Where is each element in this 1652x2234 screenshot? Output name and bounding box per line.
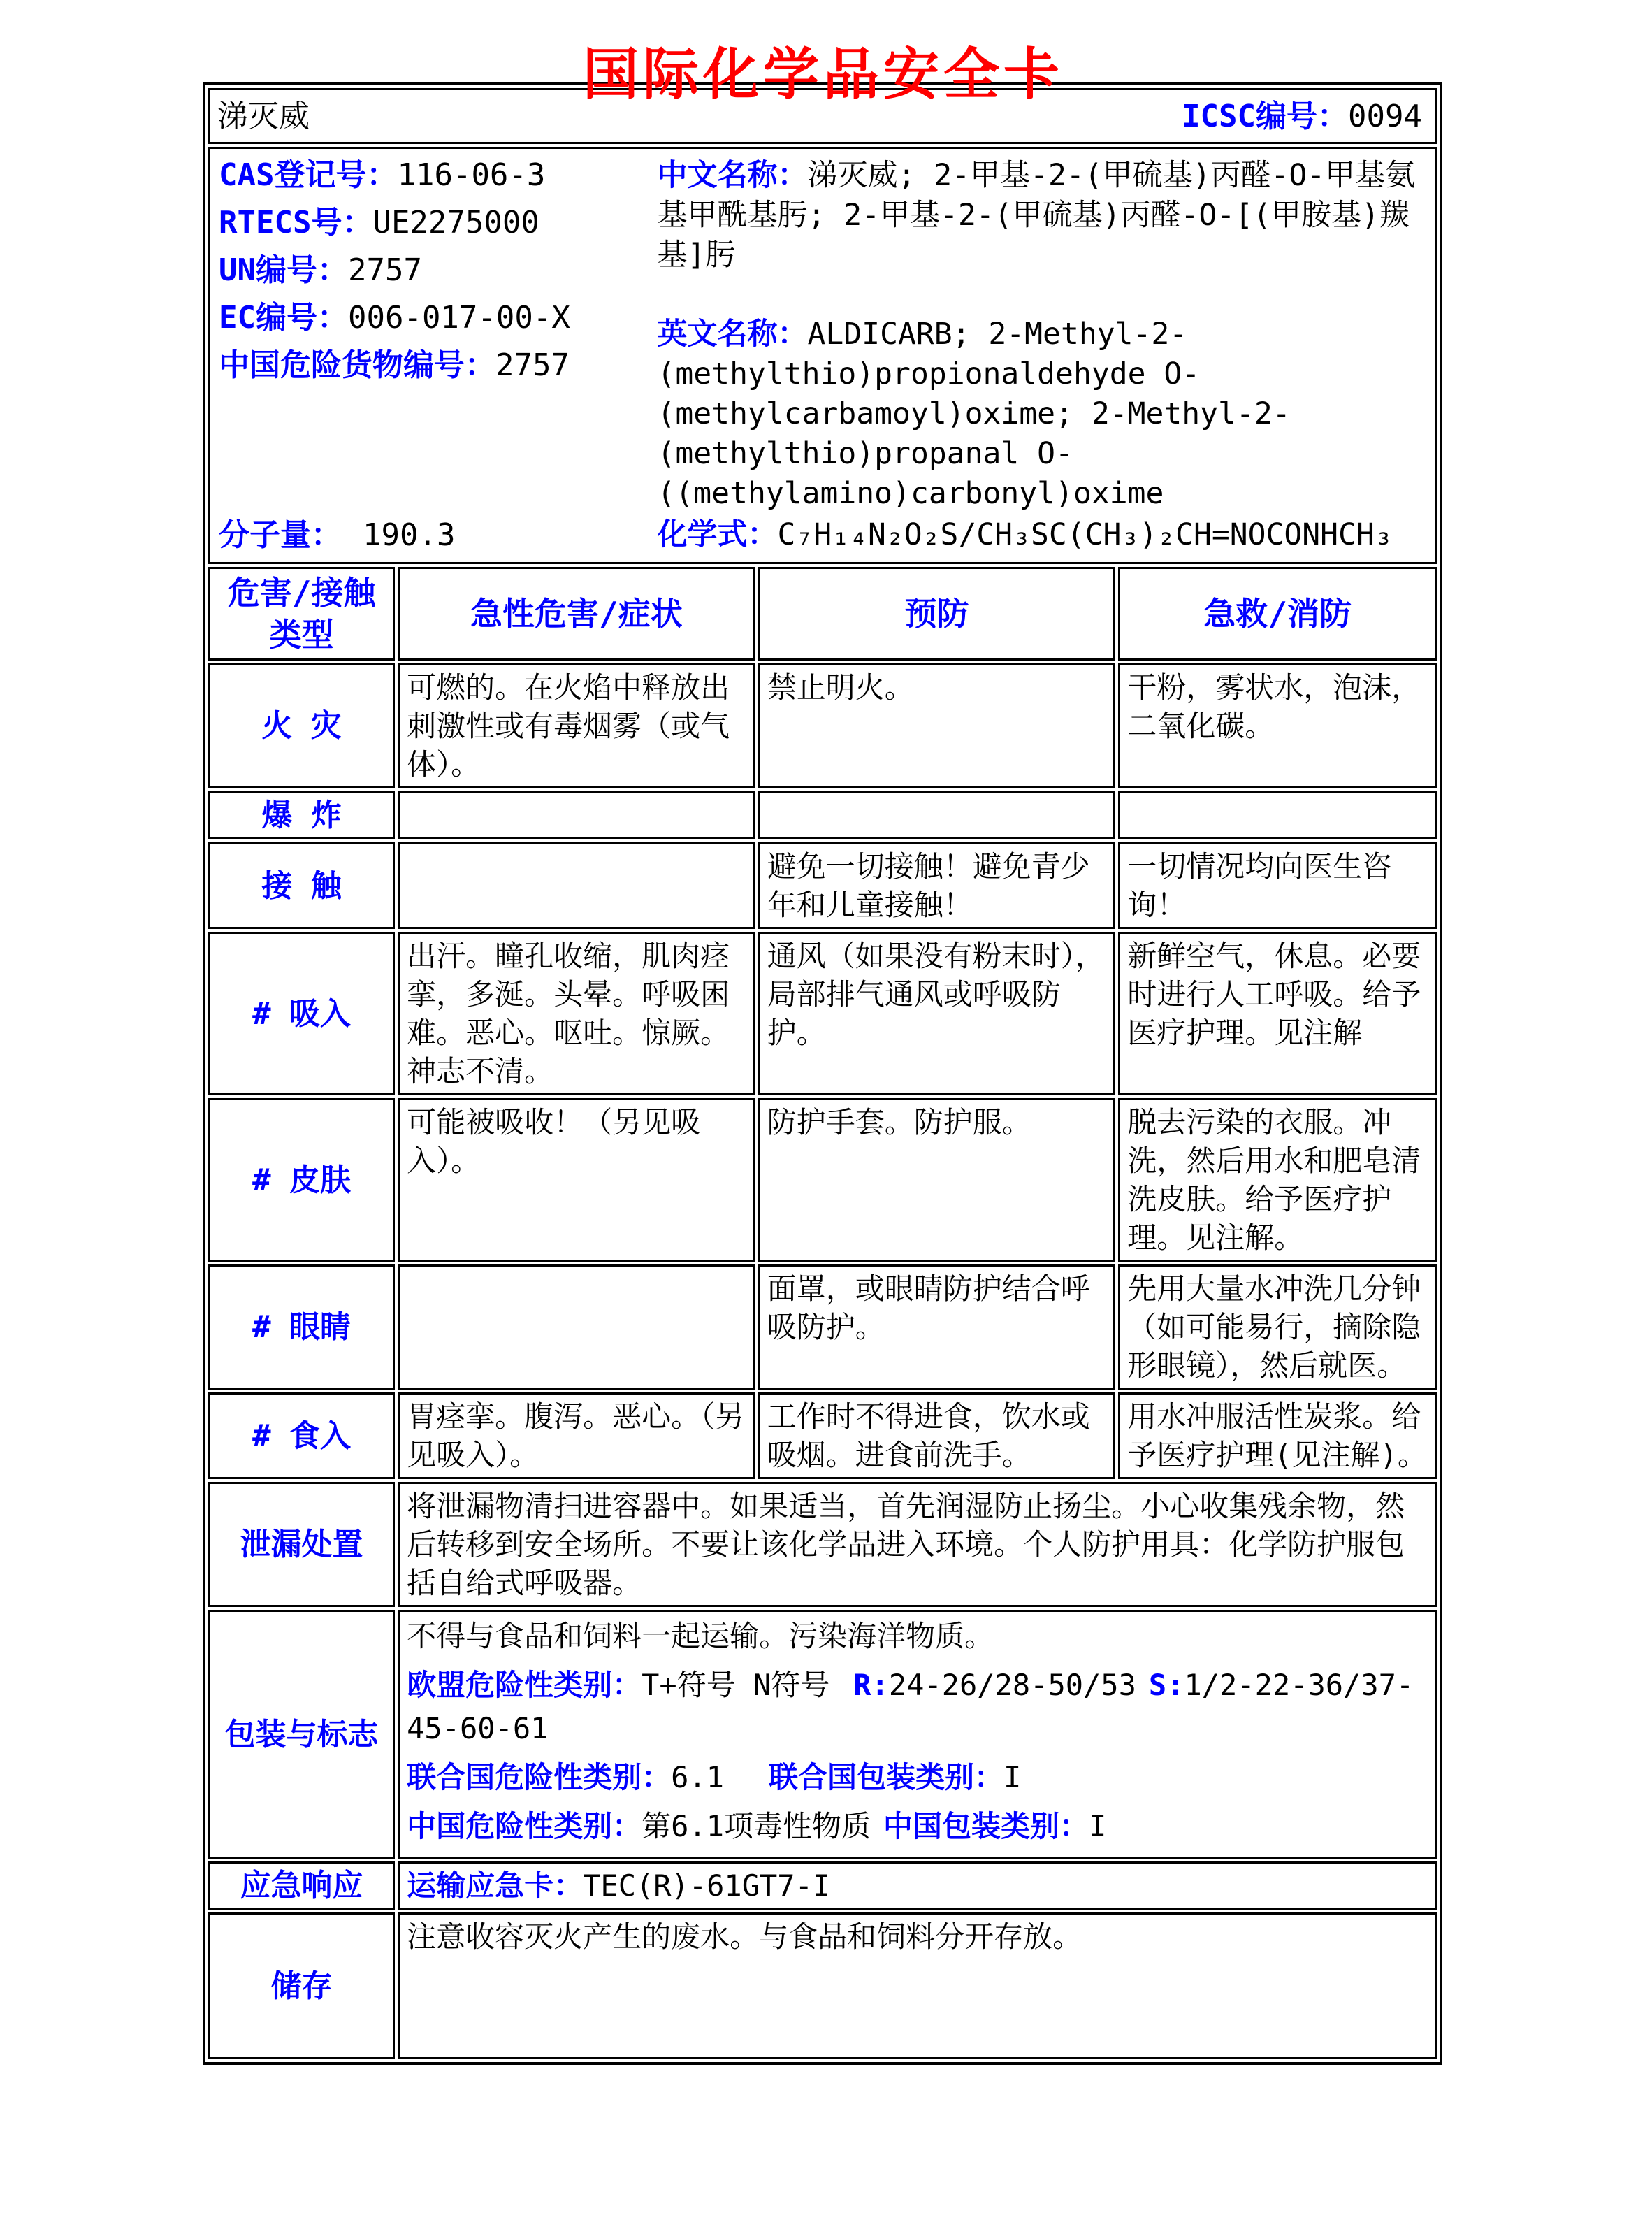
symptoms-header: 急性危害/症状 <box>398 567 755 661</box>
spill-row <box>208 1482 1437 1607</box>
packaging-cn-line <box>407 1805 1428 1848</box>
cn-class-value: 第6.1项毒性物质 <box>642 1809 871 1843</box>
hazard-type-header <box>208 567 395 661</box>
eyes-aid: 先用大量水冲洗几分钟（如可能易行，摘除隐形眼镜），然后就医。 <box>1118 1264 1437 1390</box>
molecular-weight-value: 190.3 <box>363 517 456 553</box>
spill-content: 将泄漏物清扫进容器中。如果适当，首先润湿防止扬尘。小心收集残余物，然后转移到安全场所。不要让该化学品进入环境。个人防护用具：化学防护服包括自给式呼吸器。 <box>398 1482 1437 1607</box>
emergency-row <box>208 1861 1437 1910</box>
hazard-type-header-line1: 危害/接触 <box>227 574 376 612</box>
chinese-name-label: 中文名称： <box>657 158 808 193</box>
emergency-label: 应急响应 <box>208 1861 395 1910</box>
ingestion-aid: 用水冲服活性炭浆。给予医疗护理(见注解)。 <box>1118 1392 1437 1479</box>
hazard-header-row <box>208 567 1437 661</box>
storage-row <box>208 1912 1437 2059</box>
un-number-line <box>219 251 653 290</box>
identifiers-block <box>217 152 653 559</box>
eyes-label: # 眼睛 <box>208 1264 395 1390</box>
eu-class-value: T+符号 N符号 <box>642 1668 830 1702</box>
page-title: 国际化学品安全卡 <box>583 41 1064 107</box>
contact-symptoms <box>398 842 755 929</box>
cn-pack-label: 中国包装类别： <box>883 1809 1089 1843</box>
skin-label: # 皮肤 <box>208 1098 395 1262</box>
contact-label: 接 触 <box>208 842 395 929</box>
names-block <box>653 152 1428 559</box>
fire-symptoms: 可燃的。在火焰中释放出刺激性或有毒烟雾（或气体）。 <box>398 663 755 788</box>
r-phrases-value: 24-26/28-50/53 <box>888 1668 1136 1702</box>
china-dg-number-line <box>219 346 653 385</box>
icsc-number-label: ICSC编号： <box>1182 98 1349 134</box>
molecular-weight-label: 分子量： <box>219 517 342 553</box>
fire-row <box>208 663 1437 788</box>
explosion-row <box>208 791 1437 839</box>
formula-label: 化学式： <box>657 517 778 552</box>
hazard-type-header-line2: 类型 <box>269 616 334 654</box>
packaging-label: 包装与标志 <box>208 1610 395 1859</box>
transport-card-value: TEC(R)-61GT7-I <box>583 1868 831 1903</box>
ingestion-label: # 食入 <box>208 1392 395 1479</box>
un-number-value: 2757 <box>347 252 422 288</box>
skin-prevention: 防护手套。防护服。 <box>758 1098 1116 1262</box>
spill-label: 泄漏处置 <box>208 1482 395 1607</box>
packaging-eu-line <box>407 1664 1428 1750</box>
formula-value: C₇H₁₄N₂O₂S/CH₃SC(CH₃)₂CH=NOCONHCH₃ <box>777 517 1393 552</box>
explosion-symptoms <box>398 791 755 839</box>
icsc-card-table <box>203 82 1442 2065</box>
explosion-aid <box>1118 791 1437 839</box>
ingestion-symptoms: 胃痉挛。腹泻。恶心。（另见吸入）。 <box>398 1392 755 1479</box>
china-dg-number-value: 2757 <box>495 347 570 383</box>
identifiers-row <box>208 147 1437 564</box>
packaging-transport-note: 不得与食品和饲料一起运输。污染海洋物质。 <box>407 1619 994 1653</box>
cas-number-label: CAS登记号： <box>219 157 398 193</box>
rtecs-number-label: RTECS号： <box>219 205 373 240</box>
chinese-name-value: 涕灭威; 2-甲基-2-(甲硫基)丙醛-O-甲基氨基甲酰基肟; 2-甲基-2-(甲硫基)丙醛-O-[(甲胺基)羰基]肟 <box>657 158 1416 273</box>
english-name-line <box>658 315 1428 514</box>
skin-symptoms: 可能被吸收！（另见吸入）。 <box>398 1098 755 1262</box>
eyes-row <box>208 1264 1437 1390</box>
fire-label: 火 灾 <box>208 663 395 788</box>
inhalation-label: # 吸入 <box>208 932 395 1095</box>
cn-pack-value: I <box>1089 1809 1107 1843</box>
storage-label: 储存 <box>208 1912 395 2059</box>
skin-row <box>208 1098 1437 1262</box>
r-phrases-label: R: <box>853 1668 889 1702</box>
ec-number-value: 006-017-00-X <box>347 300 570 336</box>
packaging-row <box>208 1610 1437 1859</box>
ingestion-prevention: 工作时不得进食，饮水或吸烟。进食前洗手。 <box>758 1392 1116 1479</box>
rtecs-number-line <box>219 203 653 243</box>
un-class-value: 6.1 <box>671 1760 724 1794</box>
transport-card-label: 运输应急卡： <box>407 1868 584 1903</box>
un-pack-value: I <box>1003 1760 1022 1794</box>
eyes-prevention: 面罩，或眼睛防护结合呼吸防护。 <box>758 1264 1116 1390</box>
english-name-label: 英文名称： <box>657 317 808 352</box>
substance-name: 涕灭威 <box>217 98 310 134</box>
formula-line <box>658 515 1428 555</box>
cas-number-line <box>219 156 653 195</box>
eyes-symptoms <box>398 1264 755 1390</box>
prevention-header: 预防 <box>758 567 1116 661</box>
packaging-un-line <box>407 1756 1428 1799</box>
explosion-label: 爆 炸 <box>208 791 395 839</box>
storage-content: 注意收容灭火产生的废水。与食品和饲料分开存放。 <box>398 1912 1437 2059</box>
contact-row <box>208 842 1437 929</box>
un-pack-label: 联合国包装类别： <box>769 1760 1004 1794</box>
cn-class-label: 中国危险性类别： <box>407 1809 642 1843</box>
ec-number-label: EC编号： <box>219 300 348 336</box>
skin-aid: 脱去污染的衣服。冲洗，然后用水和肥皂清洗皮肤。给予医疗护理。见注解。 <box>1118 1098 1437 1262</box>
ec-number-line <box>219 298 653 338</box>
contact-aid: 一切情况均向医生咨询！ <box>1118 842 1437 929</box>
icsc-number-value: 0094 <box>1348 98 1422 134</box>
packaging-content <box>398 1610 1437 1859</box>
firstaid-header: 急救/消防 <box>1118 567 1437 661</box>
inhalation-symptoms: 出汗。瞳孔收缩，肌肉痉挛，多涎。头晕。呼吸困难。恶心。呕吐。惊厥。神志不清。 <box>398 932 755 1095</box>
english-name-value: ALDICARB; 2-Methyl-2-(methylthio)propionaldehyde O-(methylcarbamoyl)oxime; 2-Methyl-2-(methylthio)propanal O-((methylamino)carbonyl)oxime <box>657 317 1291 511</box>
contact-prevention: 避免一切接触！避免青少年和儿童接触！ <box>758 842 1116 929</box>
un-number-label: UN编号： <box>219 252 348 288</box>
s-phrases-label: S: <box>1148 1668 1184 1702</box>
un-class-label: 联合国危险性类别： <box>407 1760 672 1794</box>
eu-class-label: 欧盟危险性类别： <box>407 1668 642 1702</box>
fire-aid: 干粉，雾状水，泡沫，二氧化碳。 <box>1118 663 1437 788</box>
explosion-prevention <box>758 791 1116 839</box>
s-phrases-value: 1/2-22-36/37-45-60-61 <box>407 1668 1414 1745</box>
fire-prevention: 禁止明火。 <box>758 663 1116 788</box>
rtecs-number-value: UE2275000 <box>372 205 539 240</box>
ingestion-row <box>208 1392 1437 1479</box>
emergency-content <box>398 1861 1437 1910</box>
chinese-name-line <box>658 156 1428 275</box>
china-dg-number-label: 中国危险货物编号： <box>219 347 495 383</box>
inhalation-row <box>208 932 1437 1095</box>
inhalation-prevention: 通风（如果没有粉末时），局部排气通风或呼吸防护。 <box>758 932 1116 1095</box>
cas-number-value: 116-06-3 <box>397 157 546 193</box>
molecular-weight-line <box>219 516 653 555</box>
inhalation-aid: 新鲜空气，休息。必要时进行人工呼吸。给予医疗护理。见注解 <box>1118 932 1437 1095</box>
identifiers-cell <box>208 147 1437 564</box>
